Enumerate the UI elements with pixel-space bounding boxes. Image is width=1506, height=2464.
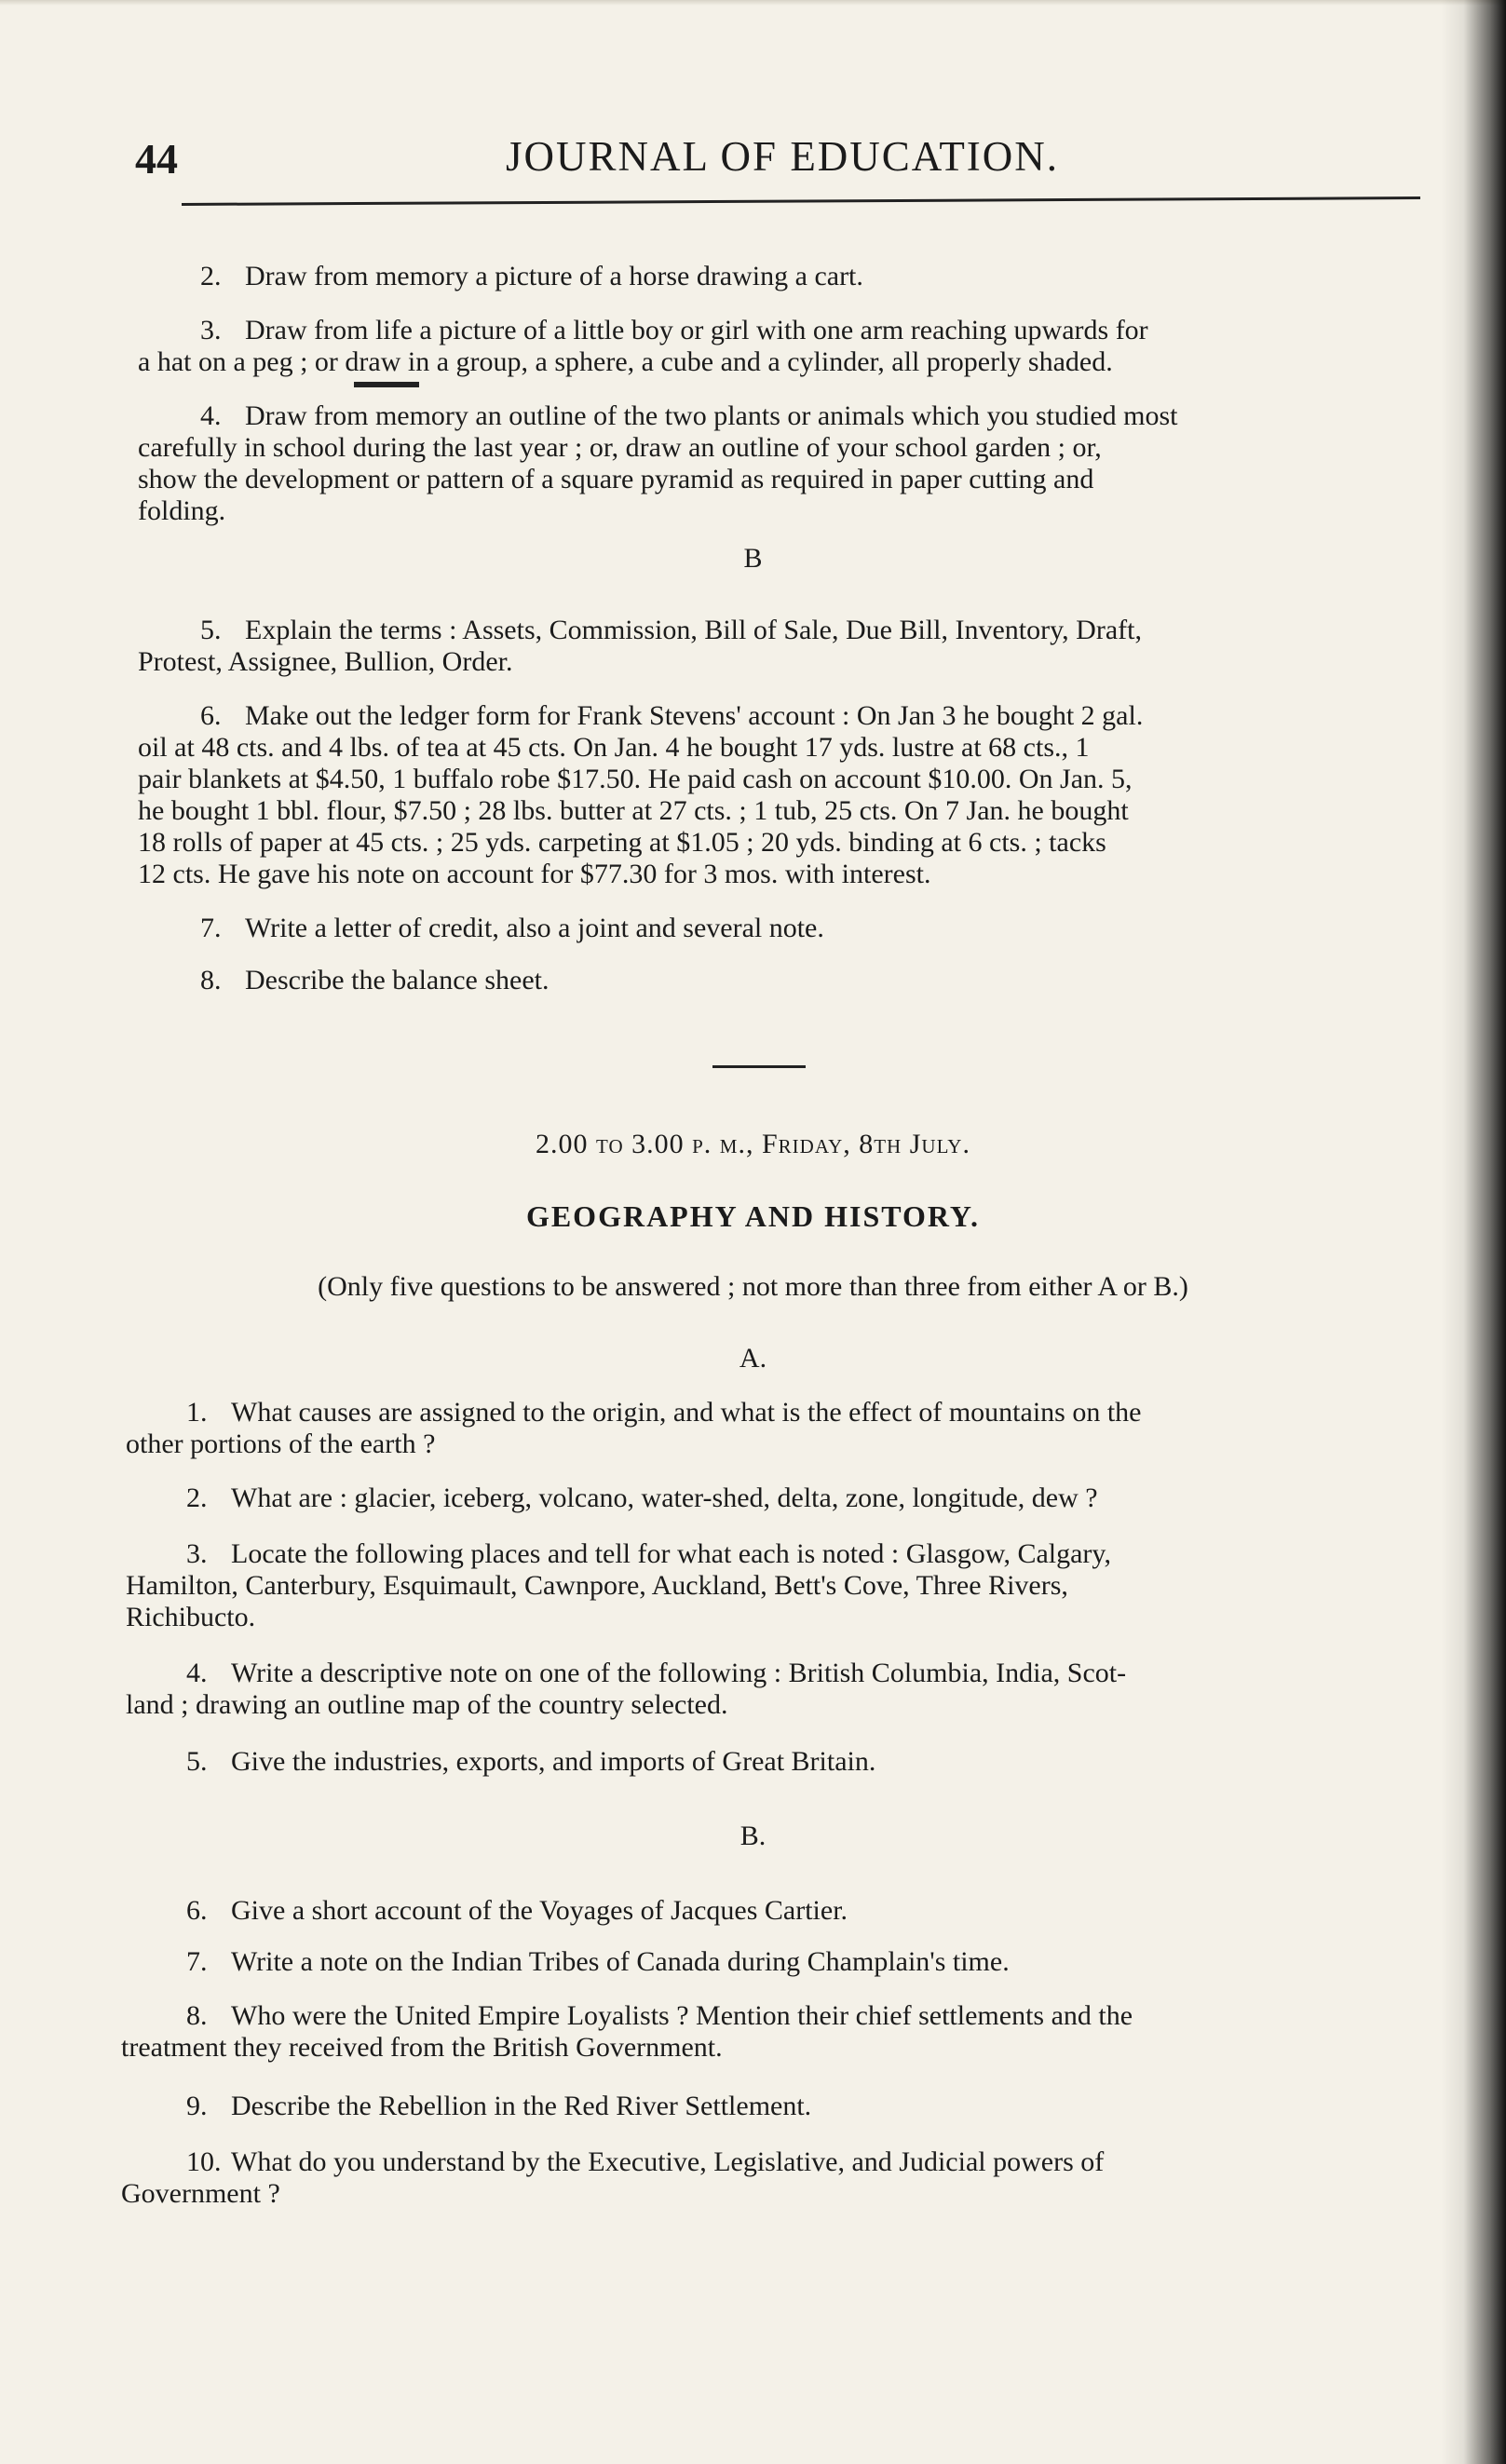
bookkeeping-question-6-line5: 18 rolls of paper at 45 cts. ; 25 yds. carpeting at $1.05 ; 20 yds. binding at 6 cts. ; tacks [138, 827, 1106, 858]
geography-question-4-line2: land ; drawing an outline map of the country selected. [126, 1689, 728, 1720]
exam-subject: GEOGRAPHY AND HISTORY. [525, 1199, 981, 1233]
header-rule [182, 196, 1420, 206]
drawing-question-4-line2: carefully in school during the last year ; or, draw an outline of your school garden ; or, [138, 432, 1102, 463]
section-b-history-label: B. [739, 1821, 767, 1851]
page-number: 44 [135, 135, 178, 183]
page-header [135, 132, 1430, 197]
bookkeeping-question-6-line1: 6. Make out the ledger form for Frank Stevens' account : On Jan 3 he bought 2 gal. [200, 700, 1144, 731]
geography-question-3-line2: Hamilton, Canterbury, Esquimault, Cawnpore, Auckland, Bett's Cove, Three Rivers, [126, 1570, 1068, 1601]
bookkeeping-question-5-line1: 5. Explain the terms : Assets, Commission, Bill of Sale, Due Bill, Inventory, Draft, [200, 615, 1142, 645]
history-question-6: 6. Give a short account of the Voyages of Jacques Cartier. [186, 1895, 848, 1926]
drawing-question-2: 2. Draw from memory a picture of a horse drawing a cart. [200, 261, 863, 291]
geography-question-1-line2: other portions of the earth ? [126, 1428, 436, 1459]
journal-title: JOURNAL OF EDUCATION. [505, 133, 1060, 180]
bookkeeping-question-5-line2: Protest, Assignee, Bullion, Order. [138, 646, 513, 677]
pen-mark [354, 382, 419, 387]
bookkeeping-question-6-line4: he bought 1 bbl. flour, $7.50 ; 28 lbs. butter at 27 cts. ; 1 tub, 25 cts. On 7 Jan. he bought [138, 795, 1129, 826]
history-question-7: 7. Write a note on the Indian Tribes of Canada during Champlain's time. [186, 1946, 1010, 1977]
exam-time: 2.00 to 3.00 p. m., Friday, 8th July. [536, 1129, 970, 1159]
history-question-10-line1: 10. What do you understand by the Executive, Legislative, and Judicial powers of [186, 2146, 1105, 2177]
geography-question-3-line1: 3. Locate the following places and tell for what each is noted : Glasgow, Calgary, [186, 1538, 1111, 1569]
drawing-question-3-line2: a hat on a peg ; or draw in a group, a sphere, a cube and a cylinder, all properly shaded. [138, 346, 1113, 377]
bookkeeping-question-7: 7. Write a letter of credit, also a joint and several note. [200, 913, 824, 943]
history-question-8-line2: treatment they received from the British Government. [121, 2032, 723, 2063]
history-question-10-line2: Government ? [121, 2178, 280, 2209]
geography-question-3-line3: Richibucto. [126, 1602, 256, 1632]
drawing-question-4-line4: folding. [138, 495, 226, 526]
history-question-8-line1: 8. Who were the United Empire Loyalists ? Mention their chief settlements and the [186, 2000, 1133, 2031]
exam-instruction: (Only five questions to be answered ; not more than three from either A or B.) [318, 1271, 1188, 1302]
page-top-shadow [0, 0, 1506, 6]
history-question-9: 9. Describe the Rebellion in the Red River Settlement. [186, 2091, 812, 2121]
geography-question-1-line1: 1. What causes are assigned to the origin, and what is the effect of mountains on the [186, 1397, 1142, 1428]
bookkeeping-question-6-line2: oil at 48 cts. and 4 lbs. of tea at 45 cts. On Jan. 4 he bought 17 yds. lustre at 68 cts., 1 [138, 732, 1090, 763]
section-a-label: A. [739, 1343, 767, 1374]
geography-question-5: 5. Give the industries, exports, and imports of Great Britain. [186, 1746, 876, 1777]
section-separator [712, 1065, 806, 1068]
geography-question-2: 2. What are : glacier, iceberg, volcano, water-shed, delta, zone, longitude, dew ? [186, 1482, 1098, 1513]
drawing-question-4-line1: 4. Draw from memory an outline of the two plants or animals which you studied most [200, 400, 1178, 431]
section-b-label: B [743, 543, 763, 574]
drawing-question-3-line1: 3. Draw from life a picture of a little boy or girl with one arm reaching upwards for [200, 315, 1148, 345]
drawing-question-4-line3: show the development or pattern of a square pyramid as required in paper cutting and [138, 464, 1094, 494]
bookkeeping-question-6-line3: pair blankets at $4.50, 1 buffalo robe $17.50. He paid cash on account $10.00. On Jan. 5, [138, 764, 1133, 794]
bookkeeping-question-8: 8. Describe the balance sheet. [200, 965, 549, 995]
bookkeeping-question-6-line6: 12 cts. He gave his note on account for $77.30 for 3 mos. with interest. [138, 859, 931, 889]
geography-question-4-line1: 4. Write a descriptive note on one of the following : British Columbia, India, Scot- [186, 1658, 1127, 1688]
